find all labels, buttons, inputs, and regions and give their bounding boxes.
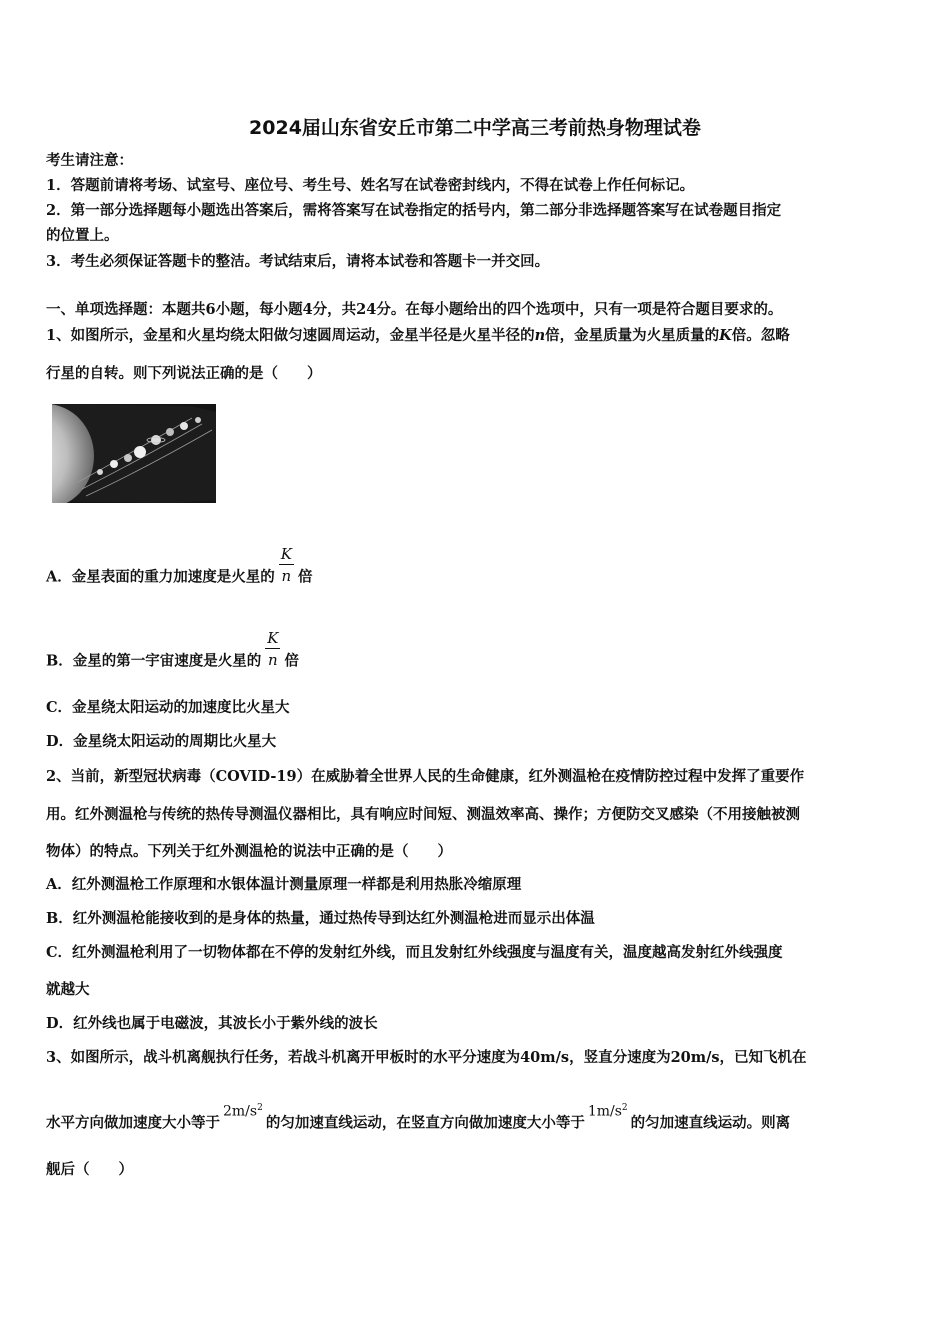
note-item-1: 1．答题前请将考场、试室号、座位号、考生号、姓名写在试卷密封线内，不得在试卷上作任何标记。 bbox=[46, 177, 695, 194]
unit-text: 2m/s bbox=[223, 1103, 258, 1120]
q1-option-a bbox=[46, 545, 313, 599]
q1-option-a-text: A．金星表面的重力加速度是火星的 bbox=[46, 568, 275, 586]
fraction-denominator: n bbox=[281, 567, 292, 585]
q2-option-d: D．红外线也属于电磁波，其波长小于紫外线的波长 bbox=[46, 1015, 378, 1032]
solar-system-figure bbox=[52, 404, 216, 503]
fraction-numerator: K bbox=[280, 545, 292, 563]
question-3-stem-line-1: 3、如图所示，战斗机离舰执行任务，若战斗机离开甲板时的水平分速度为40m/s，竖直分速度为20m/s，已知飞机在 bbox=[46, 1049, 807, 1066]
q1-option-c: C．金星绕太阳运动的加速度比火星大 bbox=[46, 699, 290, 716]
planet-earth bbox=[124, 454, 132, 462]
planet-saturn bbox=[151, 435, 161, 445]
q1-var-n: n bbox=[534, 327, 546, 344]
fraction-k-over-n bbox=[265, 628, 280, 671]
q1-var-k: K bbox=[719, 327, 732, 344]
planet-uranus bbox=[166, 428, 174, 436]
page-title: 2024届山东省安丘市第二中学高三考前热身物理试卷 bbox=[249, 117, 701, 139]
question-3-stem-line-3: 舰后（ ） bbox=[46, 1161, 133, 1178]
planet-pluto bbox=[195, 417, 201, 423]
unit-exponent: 2 bbox=[257, 1103, 263, 1113]
q2-option-c-cont: 就越大 bbox=[46, 981, 90, 998]
q3-text-b: 的匀加速直线运动，在竖直方向做加速度大小等于 bbox=[265, 1114, 585, 1132]
q2-option-b: B．红外测温枪能接收到的是身体的热量，通过热传导到达红外测温枪进而显示出体温 bbox=[46, 910, 595, 927]
q1-option-b bbox=[46, 629, 299, 683]
q2-option-a: A．红外测温枪工作原理和水银体温计测量原理一样都是利用热胀冷缩原理 bbox=[46, 876, 522, 893]
unit-exponent: 2 bbox=[621, 1103, 628, 1113]
q1-text-a: 1、如图所示，金星和火星均绕太阳做匀速圆周运动，金星半径是火星半径的 bbox=[46, 327, 535, 344]
note-item-2: 2．第一部分选择题每小题选出答案后，需将答案写在试卷指定的括号内，第二部分非选择题答案写在试卷题目指定 bbox=[46, 202, 782, 219]
question-2-stem-line-1: 2、当前，新型冠状病毒（COVID-19）在威胁着全世界人民的生命健康，红外测温枪在疫情防控过程中发挥了重要作 bbox=[46, 768, 805, 785]
q2-option-c: C．红外测温枪利用了一切物体都在不停的发射红外线，而且发射红外线强度与温度有关，温度越高发射红外线强度 bbox=[46, 944, 783, 961]
note-item-2-cont: 的位置上。 bbox=[46, 227, 119, 244]
planet-neptune bbox=[180, 422, 188, 430]
fraction-numerator: K bbox=[267, 629, 279, 647]
fraction-k-over-n bbox=[279, 544, 294, 587]
q1-text-b: 倍，金星质量为火星质量的 bbox=[545, 327, 720, 344]
q1-option-a-suffix: 倍 bbox=[297, 568, 313, 586]
q1-option-b-suffix: 倍 bbox=[284, 652, 299, 670]
planet-venus bbox=[110, 460, 118, 468]
note-item-3: 3．考生必须保证答题卡的整洁。考试结束后，请将本试卷和答题卡一并交回。 bbox=[46, 253, 550, 270]
q3-text-a: 水平方向做加速度大小等于 bbox=[46, 1114, 220, 1132]
fraction-denominator: n bbox=[268, 651, 278, 669]
section-heading-single-choice: 一、单项选择题：本题共6小题，每小题4分，共24分。在每小题给出的四个选项中，只有一项是符合题目要求的。 bbox=[46, 301, 783, 318]
planet-mercury bbox=[97, 469, 103, 475]
notes-heading: 考生请注意： bbox=[46, 152, 133, 169]
q1-option-b-text: B．金星的第一宇宙速度是火星的 bbox=[46, 652, 262, 670]
q1-option-d: D．金星绕太阳运动的周期比火星大 bbox=[46, 733, 277, 750]
q3-text-c: 的匀加速直线运动。则离 bbox=[630, 1114, 791, 1132]
question-2-stem-line-3: 物体）的特点。下列关于红外测温枪的说法中正确的是（ ） bbox=[46, 843, 452, 860]
q1-text-c: 倍。忽略 bbox=[731, 327, 790, 344]
unit-text: 1m/s bbox=[587, 1103, 622, 1120]
planet-jupiter bbox=[134, 446, 146, 458]
question-3-stem-line-2 bbox=[46, 1103, 791, 1134]
unit-acceleration-2 bbox=[588, 1098, 628, 1122]
question-1-stem-line-1 bbox=[46, 326, 790, 346]
question-2-stem-line-2: 用。红外测温枪与传统的热传导测温仪器相比，具有响应时间短、测温效率高、操作；方便防交叉感染（不用接触被测 bbox=[46, 806, 800, 823]
unit-acceleration-1 bbox=[223, 1098, 263, 1122]
question-1-stem-line-2: 行星的自转。则下列说法正确的是（ ） bbox=[46, 365, 322, 382]
